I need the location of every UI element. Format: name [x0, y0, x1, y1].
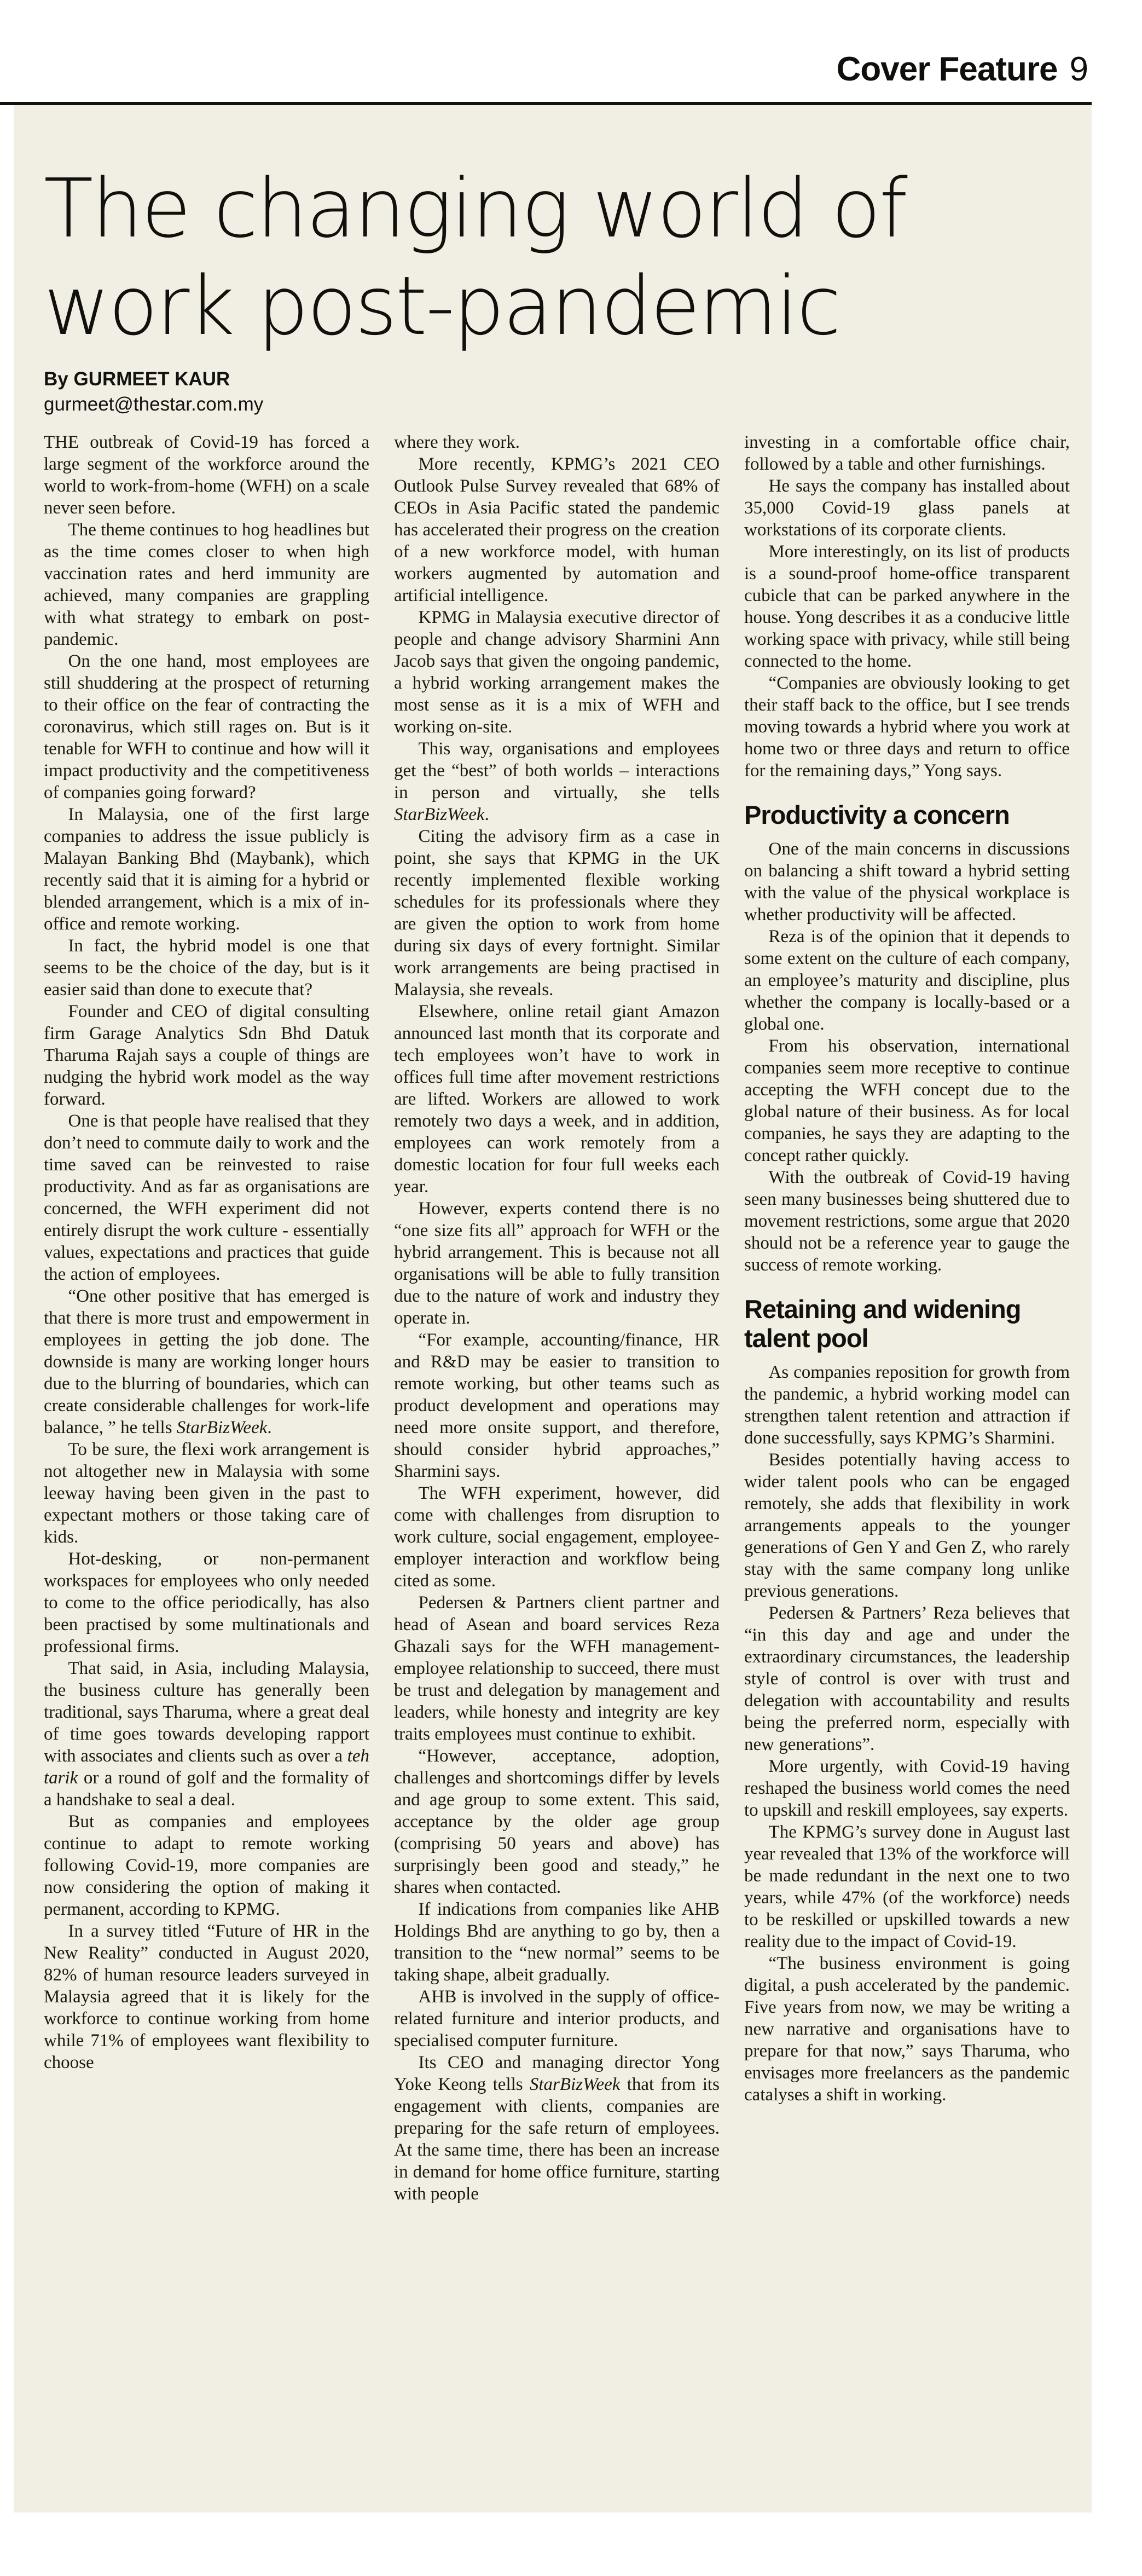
body-paragraph: THE outbreak of Covid-19 has forced a large segment of the workforce around the world to work-from-home (WFH) on a scale never seen before. [44, 432, 369, 518]
section-label: Cover Feature [836, 50, 1058, 88]
body-paragraph: As companies reposition for growth from the pandemic, a hybrid working model can strengthen talent retention and attraction if done successfully, says KPMG’s Sharmini. [744, 1362, 1070, 1448]
body-paragraph: That said, in Asia, including Malaysia, the business culture has generally been traditional, says Tharuma, where a great deal of time goes towards developing rapport with associates and clients such as over a teh tarik or a round of golf and the formality of a handshake to seal a deal. [44, 1659, 369, 1810]
body-paragraph: To be sure, the flexi work arrangement is not altogether new in Malaysia with some leeway having been given in the past to expectant mothers or those taking care of kids. [44, 1440, 369, 1547]
page-header [836, 50, 1088, 88]
body-paragraph: Citing the advisory firm as a case in point, she says that KPMG in the UK recently implemented flexible working schedules for its professionals where they are given the option to work from home during six days of every fortnight. Similar work arrangements are being practised in Malaysia, she reveals. [394, 827, 720, 1000]
body-paragraph: One is that people have realised that they don’t need to commute daily to work and the time saved can be reinvested to raise productivity. And as far as organisations are concerned, the WFH experiment did not entirely disrupt the work culture - essentially values, expectations and practices that guide the action of employees. [44, 1111, 369, 1284]
body-paragraph: Reza is of the opinion that it depends to some extent on the culture of each company, an employee’s maturity and discipline, plus whether the company is locally-based or a global one. [744, 927, 1070, 1034]
body-paragraph: “One other positive that has emerged is that there is more trust and empowerment in employees in getting the job done. The downside is many are working longer hours due to the blurring of boundaries, which can create considerable challenges for work-life balance, ” he tells StarBizWeek. [44, 1286, 369, 1437]
body-paragraph: KPMG in Malaysia executive director of people and change advisory Sharmini Ann Jacob says that given the ongoing pandemic, a hybrid working arrangement makes the most sense as it is a mix of WFH and working on-site. [394, 608, 720, 737]
article-body [44, 431, 1070, 2205]
body-paragraph: Pedersen & Partners’ Reza believes that “in this day and age and under the extraordinary circumstances, the leadership style of control is over with trust and delegation with accountability and results being the preferred norm, especially with new generations”. [744, 1603, 1070, 1754]
byline-block [44, 367, 1070, 417]
byline-email: gurmeet@thestar.com.my [44, 394, 264, 415]
page-number: 9 [1069, 50, 1088, 88]
body-paragraph: Pedersen & Partners client partner and head of Asean and board services Reza Ghazali says for the WFH management-employee relationship to succeed, there must be trust and delegation by management and leaders, while honesty and integrity are key traits employees must continue to exhibit. [394, 1593, 720, 1744]
byline-author: By GURMEET KAUR [44, 368, 230, 390]
body-paragraph: Founder and CEO of digital consulting firm Garage Analytics Sdn Bhd Datuk Tharuma Rajah says a couple of things are nudging the hybrid work model as the way forward. [44, 1002, 369, 1109]
body-paragraph: On the one hand, most employees are still shuddering at the prospect of returning to their office on the fear of contracting the coronavirus, which still rages on. But is it tenable for WFH to continue and how will it impact productivity and the competitiveness of companies going forward? [44, 651, 369, 802]
body-paragraph: Its CEO and managing director Yong Yoke Keong tells StarBizWeek that from its engagement with clients, companies are preparing for the safe return of employees. At the same time, there has been an increase in demand for home office furniture, starting with people [394, 2053, 720, 2204]
body-paragraph: More interestingly, on its list of products is a sound-proof home-office transparent cubicle that can be parked anywhere in the house. Yong describes it as a conducive little working space with privacy, while still being connected to the home. [744, 542, 1070, 671]
body-paragraph: “The business environment is going digital, a push accelerated by the pandemic. Five years from now, we may be writing a new narrative and organisations have to prepare for that now,” says Tharuma, who envisages more freelancers as the pandemic catalyses a shift in working. [744, 1954, 1070, 2105]
body-paragraph: In fact, the hybrid model is one that seems to be the choice of the day, but is it easier said than done to execute that? [44, 936, 369, 1000]
article-title-line2: work post-pandemic [44, 259, 840, 353]
body-paragraph: The WFH experiment, however, did come with challenges from disruption to work culture, social engagement, employee-employer interaction and workflow being cited as some. [394, 1483, 720, 1591]
body-paragraph: From his observation, international companies seem more receptive to continue accepting the WFH concept due to the global nature of their business. As for local companies, he says they are adapting to the concept rather quickly. [744, 1036, 1070, 1165]
section-heading: Retaining and widening talent pool [744, 1295, 1021, 1353]
body-paragraph: With the outbreak of Covid-19 having seen many businesses being shuttered due to movement restrictions, some argue that 2020 should not be a reference year to gauge the success of remote working. [744, 1168, 1070, 1275]
body-paragraph: In Malaysia, one of the first large companies to address the issue publicly is Malayan Banking Bhd (Maybank), which recently said that it is aiming for a hybrid or blended arrangement, which is a mix of in-office and remote working. [44, 805, 369, 934]
body-paragraph: He says the company has installed about 35,000 Covid-19 glass panels at workstations of its corporate clients. [744, 476, 1070, 540]
body-paragraph: More recently, KPMG’s 2021 CEO Outlook Pulse Survey revealed that 68% of CEOs in Asia Pacific stated the pandemic has accelerated their progress on the creation of a new workforce model, with human workers augmented by automation and artificial intelligence. [394, 454, 720, 605]
body-paragraph: The KPMG’s survey done in August last year revealed that 13% of the workforce will be made redundant in the next one to two years, while 47% (of the workforce) needs to be reskilled or upskilled towards a new reality due to the impact of Covid-19. [744, 1822, 1070, 1951]
article-column-1 [44, 431, 369, 2073]
article-title-line1: The changing world of [44, 161, 906, 256]
body-paragraph: AHB is involved in the supply of office-related furniture and interior products, and specialised computer furniture. [394, 1987, 720, 2051]
body-paragraph: Elsewhere, online retail giant Amazon announced last month that its corporate and tech employees won’t have to work in offices full time after movement restrictions are lifted. Workers are allowed to work remotely two days a week, and in addition, employees can work remotely from a domestic location for four full weeks each year. [394, 1002, 720, 1197]
body-paragraph: In a survey titled “Future of HR in the New Reality” conducted in August 2020, 82% of human resource leaders surveyed in Malaysia agreed that it is likely for the workforce to continue working from home while 71% of employees want flexibility to choose [44, 1921, 369, 2072]
body-paragraph: where they work. [394, 432, 520, 452]
body-paragraph: The theme continues to hog headlines but as the time comes closer to when high vaccination rates and herd immunity are achieved, many companies are grappling with what strategy to embark on post-pandemic. [44, 520, 369, 649]
body-paragraph: This way, organisations and employees get the “best” of both worlds – interactions in person and virtually, she tells StarBizWeek. [394, 739, 720, 824]
body-paragraph: “Companies are obviously looking to get their staff back to the office, but I see trends moving towards a hybrid where you work at home two or three days and return to office for the remaining days,” Yong says. [744, 673, 1070, 781]
body-paragraph: “However, acceptance, adoption, challenges and shortcomings differ by levels and age group to some extent. This said, acceptance by the older age group (comprising 50 years and above) has surprisingly been good and steady,” he shares when contacted. [394, 1746, 720, 1897]
body-paragraph: But as companies and employees continue to adapt to remote working following Covid-19, more companies are now considering the option of making it permanent, according to KPMG. [44, 1812, 369, 1919]
body-paragraph: More urgently, with Covid-19 having reshaped the business world comes the need to upskill and reskill employees, say experts. [744, 1757, 1070, 1820]
body-paragraph: investing in a comfortable office chair, followed by a table and other furnishings. [744, 432, 1070, 474]
article-column-2 [394, 431, 720, 2205]
body-paragraph: However, experts contend there is no “one size fits all” approach for WFH or the hybrid arrangement. This is because not all organisations will be able to fully transition due to the nature of work and industry they operate in. [394, 1199, 720, 1328]
body-paragraph: If indications from companies like AHB Holdings Bhd are anything to go by, then a transition to the “new normal” seems to be taking shape, albeit gradually. [394, 1899, 720, 1985]
body-paragraph: Hot-desking, or non-permanent workspaces for employees who only needed to come to the office periodically, has also been practised by some multinationals and professional firms. [44, 1549, 369, 1656]
body-paragraph: One of the main concerns in discussions on balancing a shift toward a hybrid setting with the value of the physical workplace is whether productivity will be affected. [744, 839, 1070, 925]
body-paragraph: “For example, accounting/finance, HR and R&D may be easier to transition to remote working, but other teams such as product development and operations may need more onsite support, and therefore, should consider hybrid approaches,” Sharmini says. [394, 1330, 720, 1481]
body-paragraph: Besides potentially having access to wider talent pools who can be engaged remotely, she adds that flexibility in work arrangements appeals to the younger generations of Gen Y and Gen Z, who rarely stay with the same company long unlike previous generations. [744, 1450, 1070, 1601]
article-sheet [14, 105, 1092, 2513]
section-heading: Productivity a concern [744, 800, 1010, 829]
article-column-3 [744, 431, 1070, 2106]
article-title [44, 160, 1070, 355]
